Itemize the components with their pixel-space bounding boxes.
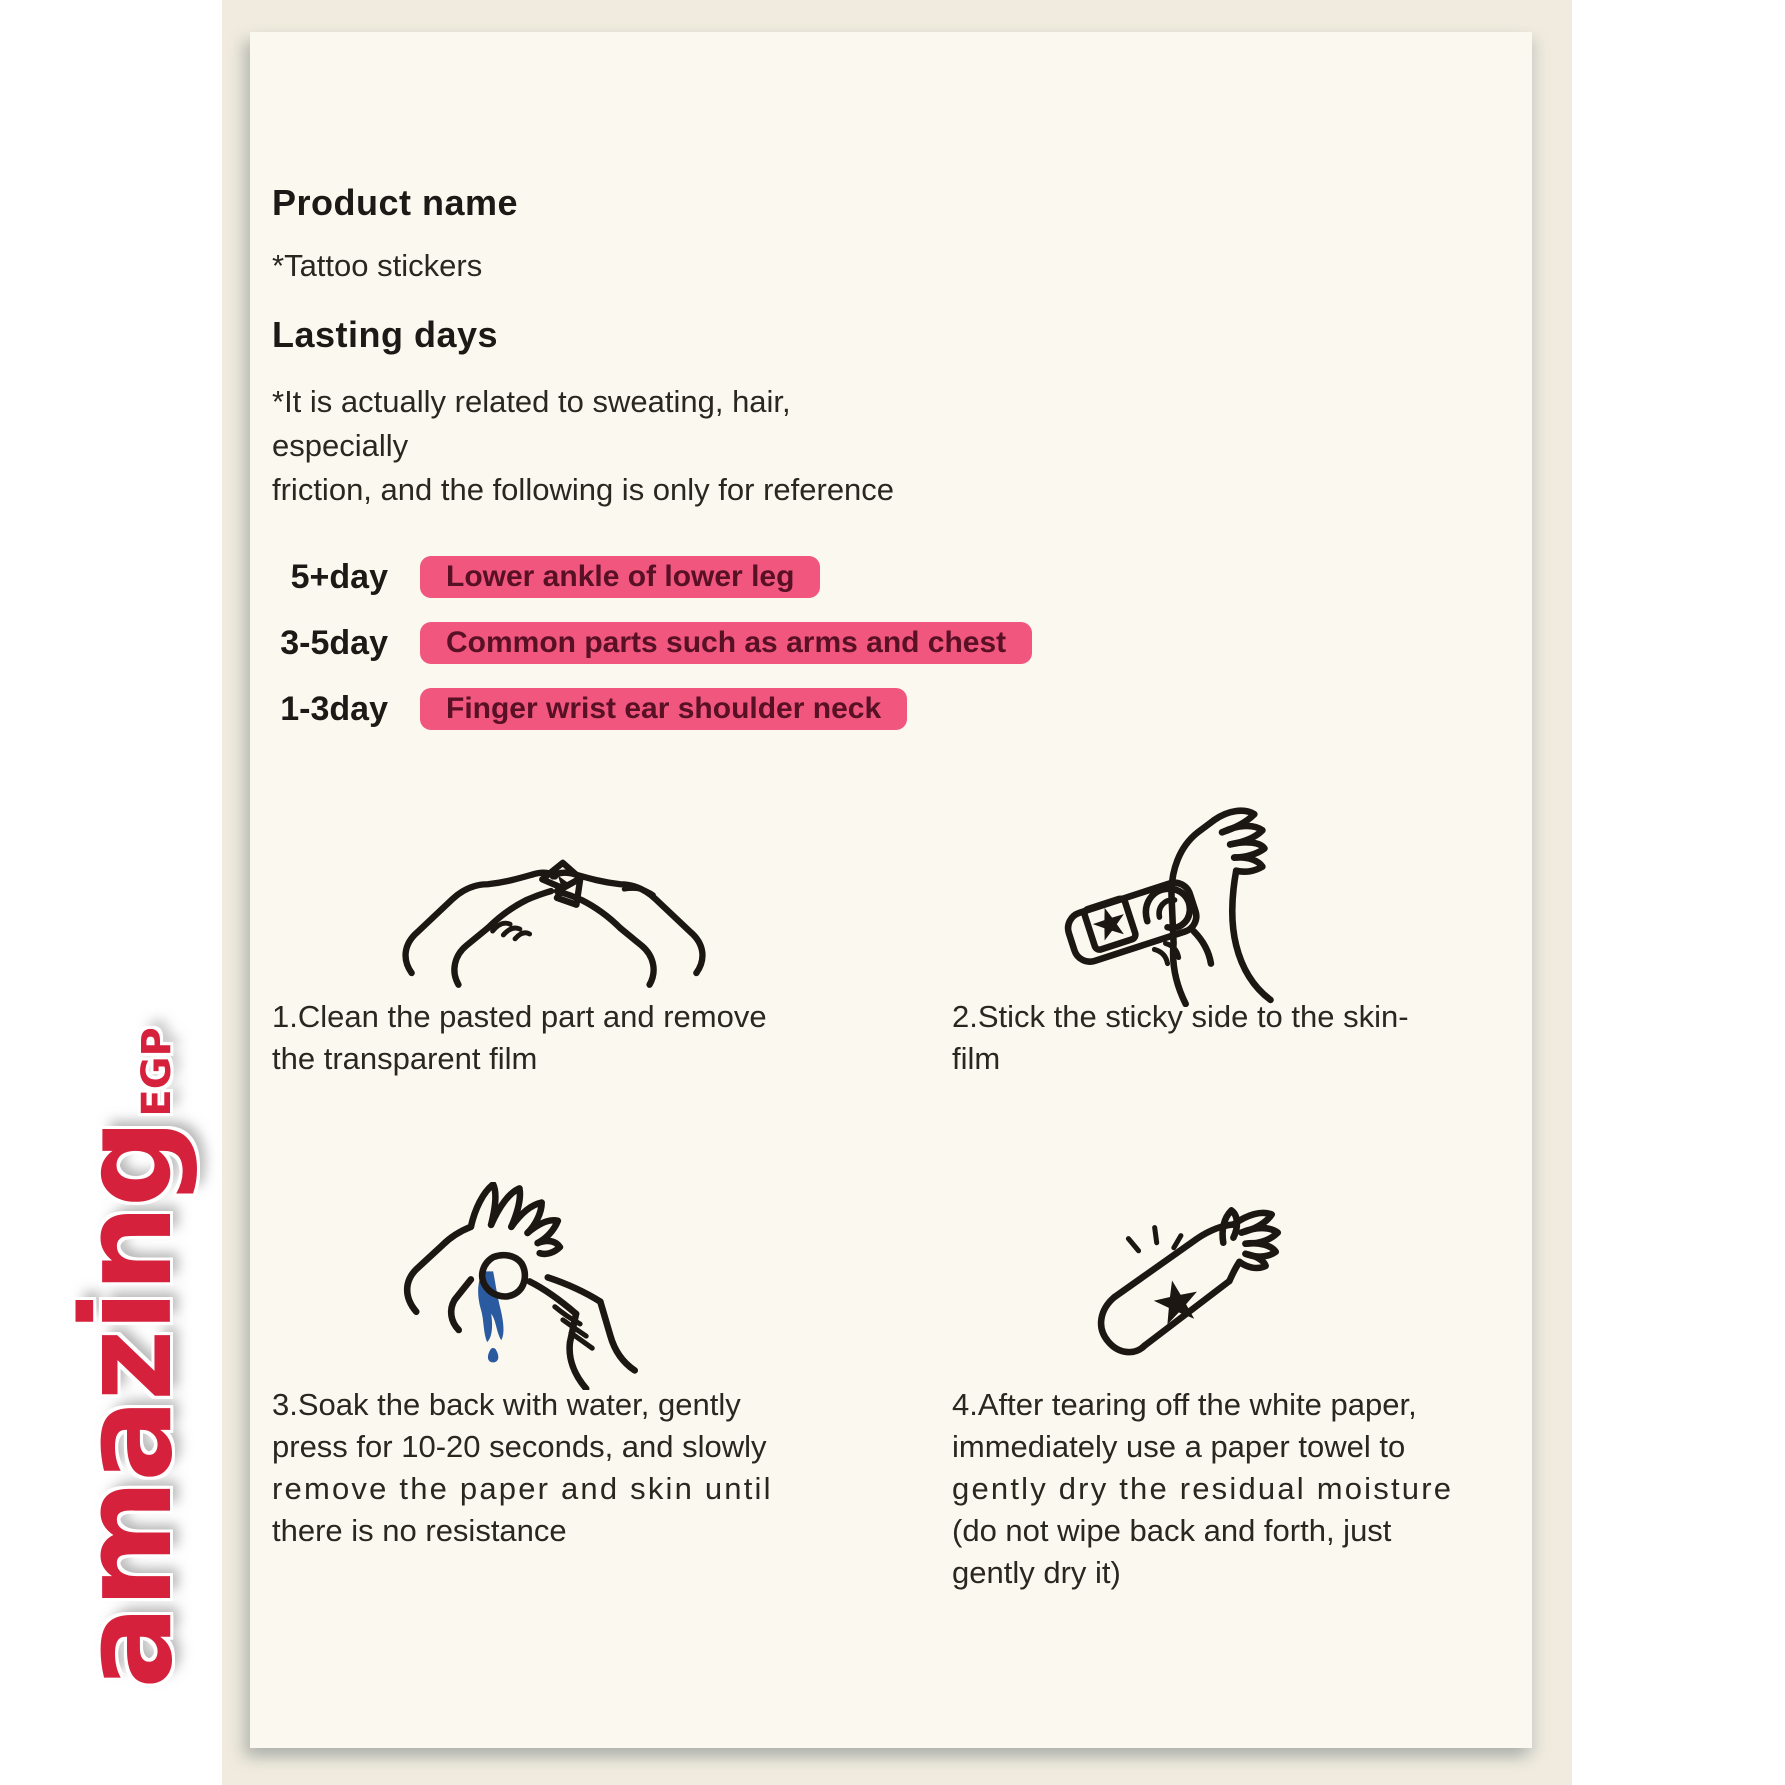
brand-watermark: [56, 1027, 200, 1689]
step-caption-line: 1.Clean the pasted part and remove: [272, 999, 767, 1034]
duration-days-label: 5+day: [290, 558, 388, 596]
step-caption-line: gently dry it): [952, 1555, 1121, 1590]
step-caption-line: film: [952, 1041, 1001, 1076]
step-caption-line: gently dry the residual moisture: [952, 1471, 1454, 1506]
step-caption-line: (do not wipe back and forth, just: [952, 1513, 1392, 1548]
duration-area-highlight: Finger wrist ear shoulder neck: [420, 688, 907, 730]
step-2-caption: [952, 996, 1409, 1080]
duration-days-label: 1-3day: [280, 690, 388, 728]
brand-watermark-suffix: EGP: [134, 1027, 180, 1117]
product-name-value: *Tattoo stickers: [272, 248, 483, 283]
duration-days-label: 3-5day: [280, 624, 388, 662]
step-4-caption: [952, 1384, 1453, 1594]
step-caption-line: press for 10-20 seconds, and slowly: [272, 1429, 767, 1464]
step-caption-line: immediately use a paper towel to: [952, 1429, 1406, 1464]
lasting-days-heading: Lasting days: [272, 314, 499, 355]
lasting-days-note-line: *It is actually related to sweating, hair, especially: [272, 384, 791, 463]
duration-area-highlight: Lower ankle of lower leg: [420, 556, 820, 598]
step-3-caption: [272, 1384, 773, 1552]
step-caption-line: 4.After tearing off the white paper,: [952, 1387, 1417, 1422]
duration-area-highlight: Common parts such as arms and chest: [420, 622, 1032, 664]
brand-watermark-text: amazing: [56, 1121, 200, 1689]
step-caption-line: 3.Soak the back with water, gently: [272, 1387, 741, 1422]
hand-soaking-water-icon: [392, 1182, 660, 1390]
hands-peeling-film-icon: [398, 838, 710, 990]
product-name-heading: Product name: [272, 182, 519, 223]
step-caption-line: the transparent film: [272, 1041, 538, 1076]
step-1-caption: [272, 996, 767, 1080]
step-caption-line: 2.Stick the sticky side to the skin-: [952, 999, 1409, 1034]
hand-applying-sticker-icon: [1046, 800, 1284, 1007]
step-caption-line: there is no resistance: [272, 1513, 567, 1548]
arm-star-tattoo-icon: [1080, 1192, 1302, 1359]
step-caption-line: remove the paper and skin until: [272, 1471, 773, 1506]
lasting-days-note-line: friction, and the following is only for reference: [272, 472, 895, 507]
lasting-days-note: [272, 380, 932, 512]
